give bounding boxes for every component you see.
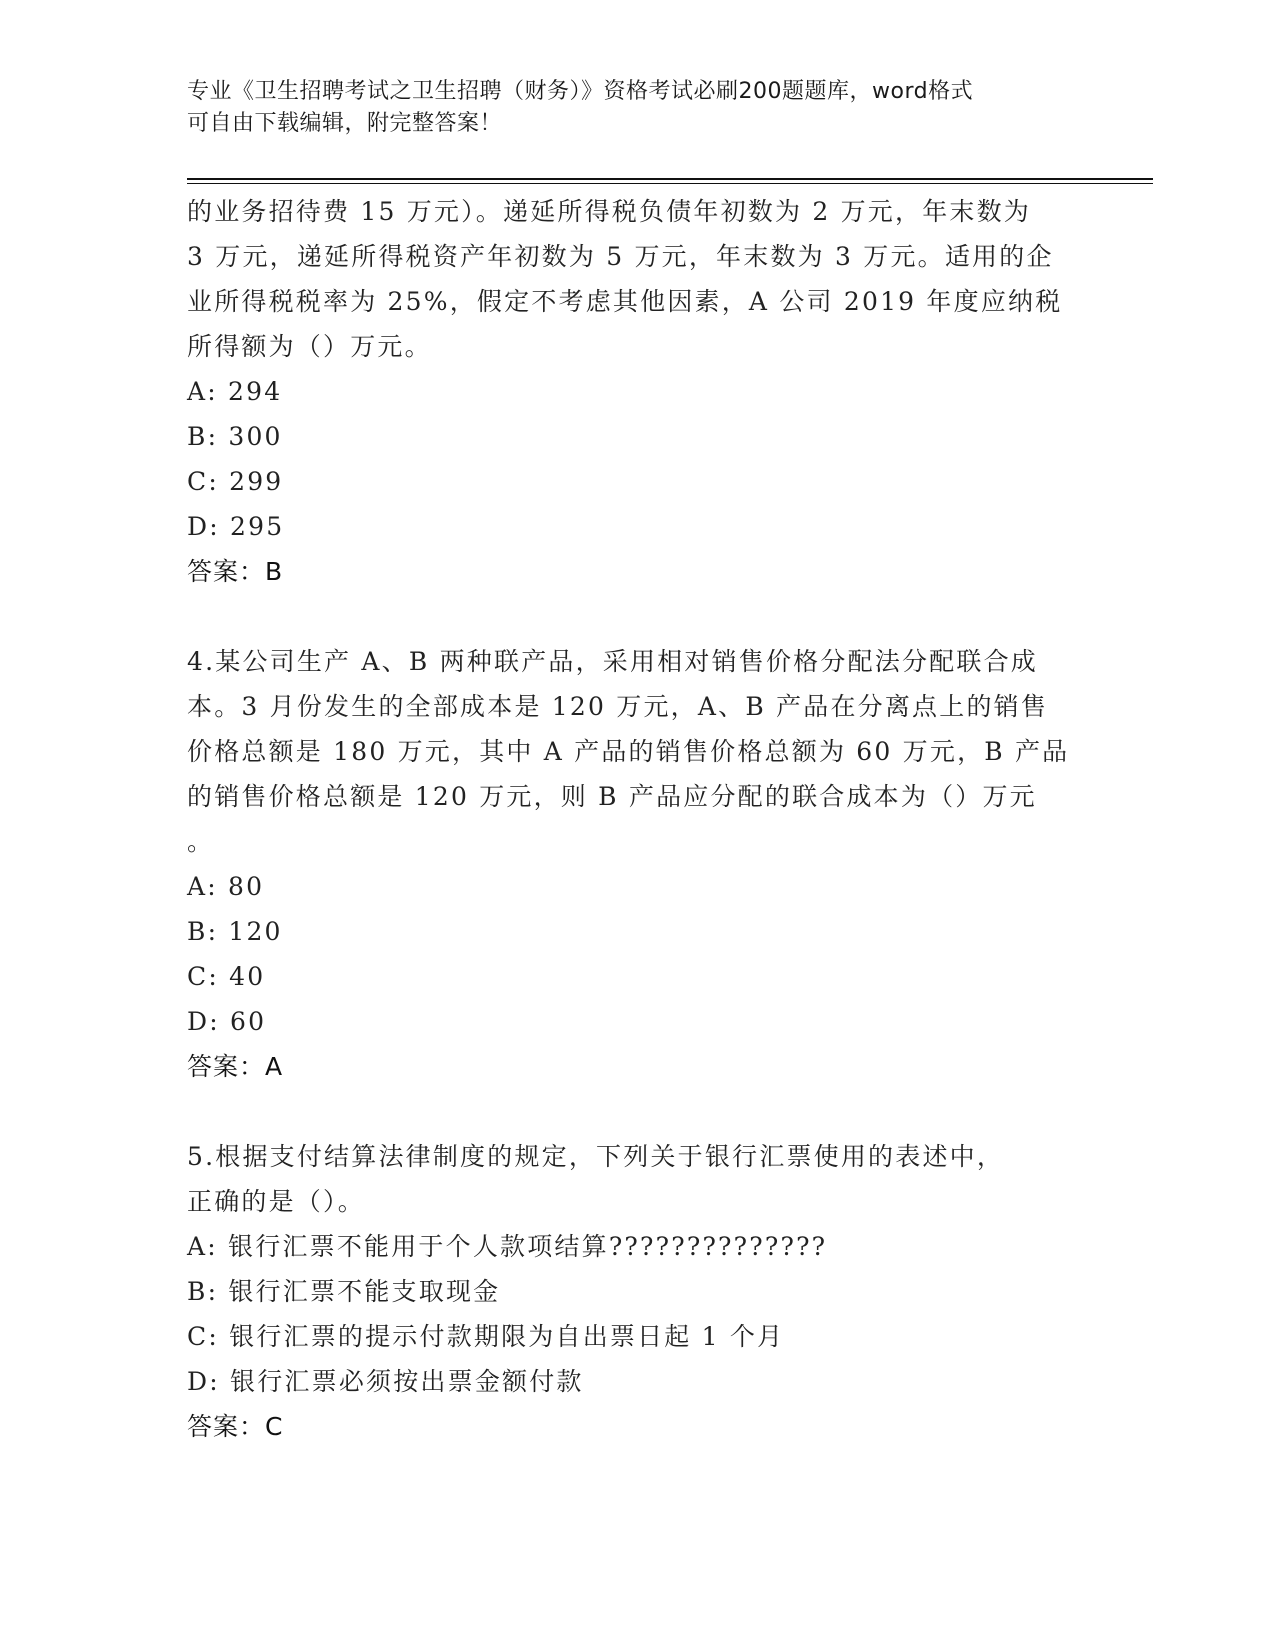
document-header	[187, 76, 1067, 140]
answer-line: 答案：B	[187, 557, 284, 586]
question-text-line: 本。3 月份发生的全部成本是 120 万元，A、B 产品在分离点上的销售	[187, 692, 1049, 721]
question-text-line: 的业务招待费 15 万元）。递延所得税负债年初数为 2 万元，年末数为	[187, 197, 1032, 226]
option-b: B: 300	[187, 422, 283, 451]
option-c: C: 40	[187, 962, 266, 991]
question-spacer	[187, 595, 1087, 639]
header-divider-thin	[187, 183, 1153, 184]
header-title-line-1: 专业《卫生招聘考试之卫生招聘（财务）》资格考试必刷200题题库，word格式	[187, 79, 974, 104]
option-d: D: 银行汇票必须按出票金额付款	[187, 1367, 584, 1396]
question-5	[187, 1134, 1087, 1450]
question-text-line: 业所得税税率为 25%，假定不考虑其他因素，A 公司 2019 年度应纳税	[187, 287, 1063, 316]
option-c: C: 银行汇票的提示付款期限为自出票日起 1 个月	[187, 1322, 785, 1351]
option-b: B: 银行汇票不能支取现金	[187, 1277, 501, 1306]
question-text-line: 价格总额是 180 万元，其中 A 产品的销售价格总额为 60 万元，B 产品	[187, 737, 1070, 766]
document-body	[187, 189, 1087, 1450]
option-b: B: 120	[187, 917, 283, 946]
question-text-line: 4.某公司生产 A、B 两种联产品，采用相对销售价格分配法分配联合成	[187, 647, 1038, 676]
question-text-line: 5.根据支付结算法律制度的规定，下列关于银行汇票使用的表述中，	[187, 1142, 1005, 1171]
option-d: D: 295	[187, 512, 285, 541]
option-a: A: 294	[187, 377, 283, 406]
question-text-line: 。	[187, 827, 215, 856]
answer-line: 答案：A	[187, 1052, 284, 1081]
option-a: A: 银行汇票不能用于个人款项结算??????????????	[187, 1232, 828, 1261]
question-text-line: 正确的是（）。	[187, 1187, 365, 1216]
question-text-line: 所得额为（）万元。	[187, 332, 432, 361]
option-a: A: 80	[187, 872, 265, 901]
option-c: C: 299	[187, 467, 284, 496]
question-text-line: 的销售价格总额是 120 万元，则 B 产品应分配的联合成本为（）万元	[187, 782, 1037, 811]
answer-line: 答案：C	[187, 1412, 284, 1441]
header-title-line-2: 可自由下载编辑，附完整答案！	[187, 111, 503, 136]
option-d: D: 60	[187, 1007, 267, 1036]
question-text-line: 3 万元，递延所得税资产年初数为 5 万元，年末数为 3 万元。适用的企	[187, 242, 1054, 271]
header-divider-thick	[187, 178, 1153, 180]
question-3	[187, 189, 1087, 595]
question-4	[187, 639, 1087, 1090]
question-spacer	[187, 1090, 1087, 1134]
